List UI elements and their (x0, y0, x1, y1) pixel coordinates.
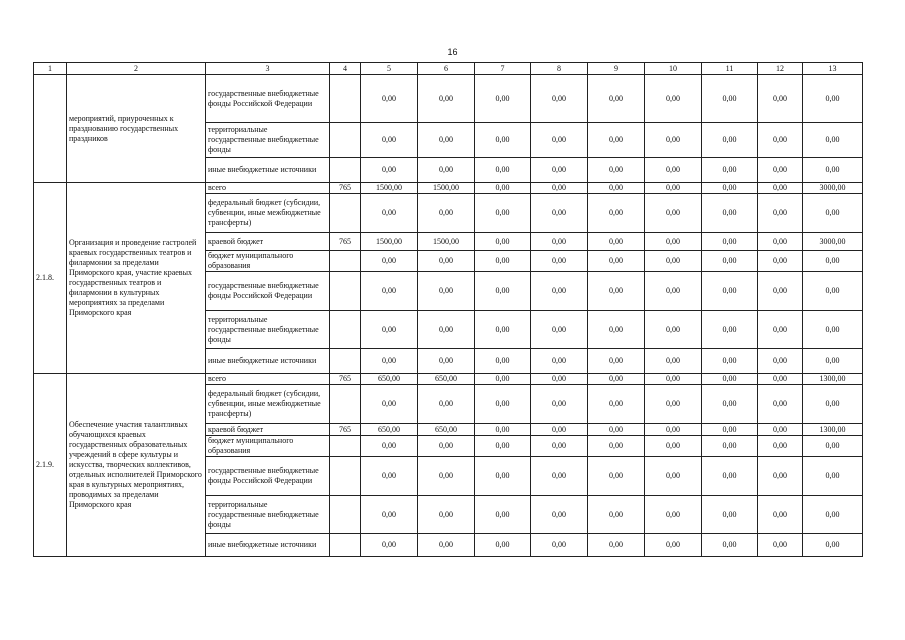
amount-cell: 0,00 (418, 123, 475, 158)
amount-cell: 0,00 (702, 233, 758, 251)
funding-source: бюджет муниципального образования (206, 251, 330, 272)
funding-source: федеральный бюджет (субсидии, субвенции, иные межбюджетные трансферты) (206, 194, 330, 233)
budget-code (330, 272, 361, 311)
funding-source: территориальные государственные внебюджетные фонды (206, 496, 330, 534)
amount-cell: 0,00 (803, 158, 863, 183)
funding-source: государственные внебюджетные фонды Российской Федерации (206, 457, 330, 496)
amount-cell: 0,00 (418, 272, 475, 311)
amount-cell: 0,00 (702, 496, 758, 534)
amount-cell: 0,00 (803, 194, 863, 233)
funding-source: государственные внебюджетные фонды Российской Федерации (206, 75, 330, 123)
amount-cell: 0,00 (531, 251, 588, 272)
column-header: 9 (588, 63, 645, 75)
amount-cell: 0,00 (531, 233, 588, 251)
amount-cell: 0,00 (702, 75, 758, 123)
amount-cell: 650,00 (418, 424, 475, 436)
budget-code (330, 251, 361, 272)
page-number: 16 (447, 47, 458, 57)
amount-cell: 0,00 (588, 183, 645, 194)
amount-cell: 0,00 (803, 436, 863, 457)
amount-cell: 0,00 (702, 194, 758, 233)
funding-source: всего (206, 183, 330, 194)
amount-cell: 0,00 (645, 311, 702, 349)
amount-cell: 0,00 (361, 251, 418, 272)
amount-cell: 0,00 (758, 534, 803, 557)
amount-cell: 0,00 (758, 158, 803, 183)
funding-source: территориальные государственные внебюджетные фонды (206, 123, 330, 158)
amount-cell: 0,00 (758, 75, 803, 123)
amount-cell: 0,00 (588, 385, 645, 424)
budget-code (330, 194, 361, 233)
column-header: 4 (330, 63, 361, 75)
amount-cell: 0,00 (758, 436, 803, 457)
amount-cell: 0,00 (361, 534, 418, 557)
amount-cell: 0,00 (418, 75, 475, 123)
budget-code (330, 311, 361, 349)
table-row (34, 75, 863, 123)
budget-code (330, 496, 361, 534)
item-number (34, 75, 67, 183)
funding-source: иные внебюджетные источники (206, 158, 330, 183)
amount-cell: 0,00 (361, 272, 418, 311)
amount-cell: 0,00 (475, 385, 531, 424)
amount-cell: 0,00 (588, 158, 645, 183)
amount-cell: 0,00 (588, 496, 645, 534)
amount-cell: 0,00 (803, 251, 863, 272)
amount-cell: 0,00 (758, 272, 803, 311)
amount-cell: 0,00 (361, 311, 418, 349)
amount-cell: 1300,00 (803, 424, 863, 436)
amount-cell: 0,00 (645, 436, 702, 457)
amount-cell: 0,00 (588, 349, 645, 374)
amount-cell: 0,00 (588, 272, 645, 311)
budget-code (330, 75, 361, 123)
budget-code: 765 (330, 374, 361, 385)
amount-cell: 0,00 (418, 436, 475, 457)
amount-cell: 0,00 (645, 183, 702, 194)
amount-cell: 0,00 (531, 272, 588, 311)
budget-code (330, 534, 361, 557)
table-body (34, 63, 863, 557)
amount-cell: 0,00 (475, 233, 531, 251)
table-row (34, 183, 863, 194)
amount-cell: 0,00 (702, 158, 758, 183)
amount-cell: 0,00 (803, 496, 863, 534)
amount-cell: 0,00 (361, 457, 418, 496)
amount-cell: 0,00 (702, 272, 758, 311)
amount-cell: 0,00 (475, 123, 531, 158)
amount-cell: 0,00 (702, 424, 758, 436)
amount-cell: 0,00 (645, 194, 702, 233)
amount-cell: 0,00 (758, 311, 803, 349)
amount-cell: 0,00 (588, 311, 645, 349)
amount-cell: 0,00 (475, 272, 531, 311)
amount-cell: 0,00 (418, 534, 475, 557)
amount-cell: 0,00 (803, 311, 863, 349)
budget-code (330, 158, 361, 183)
amount-cell: 0,00 (531, 311, 588, 349)
amount-cell: 0,00 (758, 374, 803, 385)
column-header: 10 (645, 63, 702, 75)
amount-cell: 0,00 (588, 194, 645, 233)
column-header: 8 (531, 63, 588, 75)
amount-cell: 0,00 (588, 534, 645, 557)
amount-cell: 0,00 (758, 349, 803, 374)
amount-cell: 0,00 (418, 349, 475, 374)
amount-cell: 0,00 (803, 534, 863, 557)
item-name: мероприятий, приуроченных к празднованию государственных праздников (67, 75, 206, 183)
budget-code (330, 436, 361, 457)
amount-cell: 0,00 (531, 374, 588, 385)
amount-cell: 0,00 (418, 158, 475, 183)
amount-cell: 0,00 (531, 424, 588, 436)
column-header: 12 (758, 63, 803, 75)
amount-cell: 0,00 (531, 194, 588, 233)
amount-cell: 0,00 (645, 158, 702, 183)
column-header: 6 (418, 63, 475, 75)
funding-source: территориальные государственные внебюджетные фонды (206, 311, 330, 349)
amount-cell: 0,00 (531, 457, 588, 496)
funding-source: бюджет муниципального образования (206, 436, 330, 457)
amount-cell: 0,00 (418, 496, 475, 534)
amount-cell: 0,00 (361, 194, 418, 233)
item-name: Организация и проведение гастролей краевых государственных театров и филармонии за пределами Приморского края, участие краевых государственных театров и филармонии в культурных мероприятиях за пределами Приморского края (67, 183, 206, 374)
budget-code (330, 385, 361, 424)
amount-cell: 0,00 (588, 75, 645, 123)
amount-cell: 0,00 (702, 251, 758, 272)
amount-cell: 0,00 (475, 158, 531, 183)
amount-cell: 0,00 (588, 233, 645, 251)
amount-cell: 0,00 (418, 251, 475, 272)
amount-cell: 0,00 (531, 385, 588, 424)
funding-source: всего (206, 374, 330, 385)
amount-cell: 0,00 (475, 534, 531, 557)
budget-code (330, 349, 361, 374)
amount-cell: 0,00 (803, 272, 863, 311)
amount-cell: 650,00 (361, 424, 418, 436)
amount-cell: 0,00 (702, 374, 758, 385)
amount-cell: 0,00 (645, 233, 702, 251)
column-header: 7 (475, 63, 531, 75)
amount-cell: 1500,00 (418, 183, 475, 194)
amount-cell: 0,00 (758, 194, 803, 233)
amount-cell: 0,00 (758, 424, 803, 436)
amount-cell: 0,00 (531, 496, 588, 534)
amount-cell: 0,00 (758, 233, 803, 251)
budget-code (330, 457, 361, 496)
amount-cell: 0,00 (361, 496, 418, 534)
amount-cell: 0,00 (531, 183, 588, 194)
amount-cell: 0,00 (702, 534, 758, 557)
amount-cell: 0,00 (702, 436, 758, 457)
amount-cell: 1500,00 (361, 183, 418, 194)
amount-cell: 0,00 (475, 311, 531, 349)
amount-cell: 650,00 (418, 374, 475, 385)
amount-cell: 3000,00 (803, 183, 863, 194)
budget-code: 765 (330, 424, 361, 436)
amount-cell: 0,00 (531, 75, 588, 123)
column-header-row (34, 63, 863, 75)
amount-cell: 0,00 (645, 251, 702, 272)
amount-cell: 0,00 (645, 374, 702, 385)
amount-cell: 1500,00 (361, 233, 418, 251)
amount-cell: 0,00 (588, 457, 645, 496)
amount-cell: 0,00 (702, 183, 758, 194)
amount-cell: 1300,00 (803, 374, 863, 385)
amount-cell: 0,00 (475, 374, 531, 385)
column-header: 5 (361, 63, 418, 75)
amount-cell: 0,00 (645, 349, 702, 374)
amount-cell: 0,00 (645, 457, 702, 496)
amount-cell: 0,00 (531, 436, 588, 457)
item-name: Обеспечение участия талантливых обучающихся краевых государственных образовательных учреждений в сфере культуры и искусства, творческих коллективов, отдельных исполнителей Приморского края в культурных мероприятиях, проводимых за пределами Приморского края (67, 374, 206, 557)
amount-cell: 0,00 (645, 496, 702, 534)
budget-code (330, 123, 361, 158)
amount-cell: 0,00 (588, 424, 645, 436)
amount-cell: 0,00 (475, 251, 531, 272)
amount-cell: 0,00 (758, 183, 803, 194)
column-header: 1 (34, 63, 67, 75)
amount-cell: 0,00 (588, 374, 645, 385)
budget-code: 765 (330, 183, 361, 194)
budget-code: 765 (330, 233, 361, 251)
amount-cell: 0,00 (475, 183, 531, 194)
amount-cell: 0,00 (645, 75, 702, 123)
amount-cell: 0,00 (758, 123, 803, 158)
column-header: 2 (67, 63, 206, 75)
funding-source: краевой бюджет (206, 233, 330, 251)
amount-cell: 0,00 (418, 385, 475, 424)
item-number: 2.1.9. (34, 374, 67, 557)
amount-cell: 0,00 (645, 272, 702, 311)
funding-source: федеральный бюджет (субсидии, субвенции, иные межбюджетные трансферты) (206, 385, 330, 424)
amount-cell: 0,00 (702, 385, 758, 424)
amount-cell: 0,00 (361, 349, 418, 374)
amount-cell: 0,00 (588, 436, 645, 457)
amount-cell: 0,00 (645, 385, 702, 424)
amount-cell: 0,00 (531, 349, 588, 374)
amount-cell: 0,00 (531, 534, 588, 557)
amount-cell: 0,00 (758, 457, 803, 496)
funding-source: государственные внебюджетные фонды Российской Федерации (206, 272, 330, 311)
amount-cell: 0,00 (531, 158, 588, 183)
amount-cell: 0,00 (702, 457, 758, 496)
amount-cell: 0,00 (531, 123, 588, 158)
amount-cell: 0,00 (588, 123, 645, 158)
amount-cell: 0,00 (758, 385, 803, 424)
amount-cell: 0,00 (475, 349, 531, 374)
funding-source: краевой бюджет (206, 424, 330, 436)
amount-cell: 0,00 (645, 534, 702, 557)
amount-cell: 0,00 (803, 123, 863, 158)
amount-cell: 0,00 (361, 385, 418, 424)
amount-cell: 0,00 (475, 436, 531, 457)
amount-cell: 0,00 (702, 123, 758, 158)
amount-cell: 650,00 (361, 374, 418, 385)
amount-cell: 0,00 (803, 75, 863, 123)
funding-source: иные внебюджетные источники (206, 349, 330, 374)
amount-cell: 0,00 (361, 123, 418, 158)
amount-cell: 0,00 (803, 349, 863, 374)
amount-cell: 0,00 (475, 457, 531, 496)
column-header: 3 (206, 63, 330, 75)
amount-cell: 0,00 (361, 158, 418, 183)
amount-cell: 0,00 (758, 251, 803, 272)
amount-cell: 0,00 (702, 349, 758, 374)
column-header: 11 (702, 63, 758, 75)
item-number: 2.1.8. (34, 183, 67, 374)
column-header: 13 (803, 63, 863, 75)
amount-cell: 0,00 (758, 496, 803, 534)
amount-cell: 0,00 (418, 457, 475, 496)
budget-table (33, 62, 863, 557)
amount-cell: 0,00 (645, 424, 702, 436)
amount-cell: 0,00 (418, 194, 475, 233)
amount-cell: 0,00 (588, 251, 645, 272)
amount-cell: 0,00 (803, 385, 863, 424)
amount-cell: 1500,00 (418, 233, 475, 251)
amount-cell: 0,00 (361, 436, 418, 457)
table-row (34, 374, 863, 385)
amount-cell: 0,00 (475, 75, 531, 123)
amount-cell: 0,00 (418, 311, 475, 349)
amount-cell: 0,00 (475, 424, 531, 436)
amount-cell: 0,00 (475, 496, 531, 534)
amount-cell: 0,00 (803, 457, 863, 496)
funding-source: иные внебюджетные источники (206, 534, 330, 557)
amount-cell: 3000,00 (803, 233, 863, 251)
amount-cell: 0,00 (645, 123, 702, 158)
amount-cell: 0,00 (361, 75, 418, 123)
amount-cell: 0,00 (702, 311, 758, 349)
amount-cell: 0,00 (475, 194, 531, 233)
